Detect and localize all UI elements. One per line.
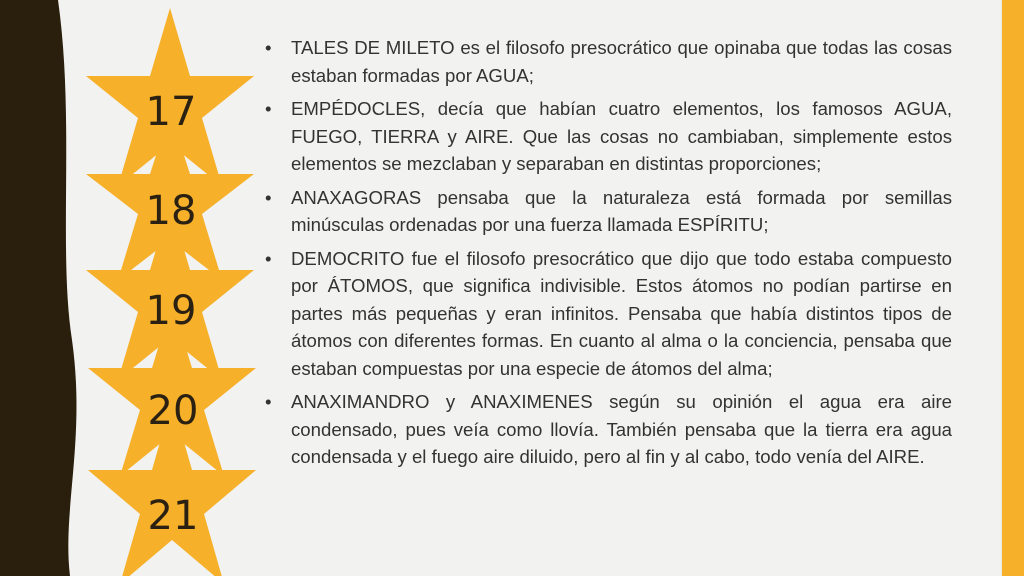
right-accent-bar <box>1002 0 1024 576</box>
star-number-21: 21 <box>147 493 199 539</box>
star-number-19: 19 <box>145 288 197 334</box>
bullet-item-democrito: • DEMOCRITO fue el filosofo presocrático que dijo que todo estaba compuesto por ÁTOMOS, que significa indivisible. Estos átomos no podían partirse en partes más pequeñas y eran infinitos. Pensaba que había distintos tipos de átomos con diferentes formas. En cuanto al alma o la conciencia, pensaba que estaban compuestas por una especie de átomos del alma; <box>262 245 952 383</box>
bullet-list <box>262 34 952 477</box>
bullet-item-anaxagoras: • ANAXAGORAS pensaba que la naturaleza está formada por semillas minúsculas ordenadas por una fuerza llamada ESPÍRITU; <box>262 184 952 239</box>
star-number-17: 17 <box>145 89 197 135</box>
star-number-20: 20 <box>147 388 199 434</box>
bullet-item-tales: • TALES DE MILETO es el filosofo presocrático que opinaba que todas las cosas estaban formadas por AGUA; <box>262 34 952 89</box>
bullet-item-anaximandro: • ANAXIMANDRO y ANAXIMENES según su opinión el agua era aire condensado, pues veía como llovía. También pensaba que la tierra era agua condensada y el fuego aire diluido, pero al fin y al cabo, todo venía del AIRE. <box>262 388 952 471</box>
bullet-item-empedocles: • EMPÉDOCLES, decía que habían cuatro elementos, los famosos AGUA, FUEGO, TIERRA y AIRE. Que las cosas no cambiaban, simplemente estos elementos se mezclaban y separaban en distintas proporciones; <box>262 95 952 178</box>
star-number-18: 18 <box>145 188 197 234</box>
